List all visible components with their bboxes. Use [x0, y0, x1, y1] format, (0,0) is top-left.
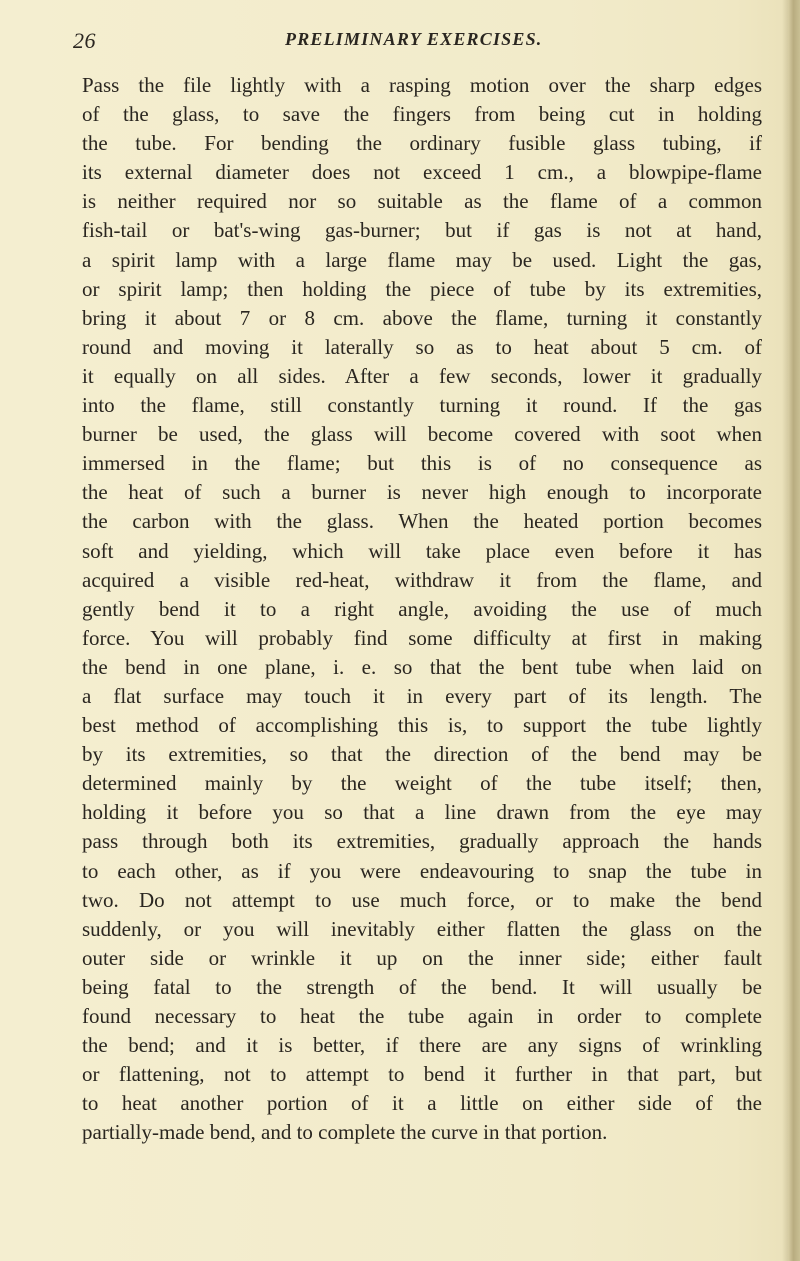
text-line: best method of accomplishing this is, to support the tube lightly: [82, 713, 762, 738]
page-number: 26: [73, 28, 96, 53]
text-line: the bend in one plane, i. e. so that the bent tube when laid on: [82, 654, 762, 679]
text-line: acquired a visible red-heat, withdraw it from the flame, and: [82, 567, 762, 592]
text-line: immersed in the flame; but this is of no consequence as: [82, 451, 762, 476]
text-line: two. Do not attempt to use much force, or to make the bend: [82, 887, 762, 912]
text-line: a flat surface may touch it in every part of its length. The: [82, 683, 762, 708]
text-line: the carbon with the glass. When the heated portion becomes: [82, 509, 762, 534]
text-line: being fatal to the strength of the bend. It will usually be: [82, 974, 762, 999]
text-line: suddenly, or you will inevitably either flatten the glass on the: [82, 916, 762, 941]
text-line: determined mainly by the weight of the tube itself; then,: [82, 771, 762, 796]
text-line: the tube. For bending the ordinary fusible glass tubing, if: [82, 131, 762, 156]
text-line: its external diameter does not exceed 1 cm., a blowpipe-flame: [82, 160, 762, 185]
text-line: to each other, as if you were endeavouring to snap the tube in: [82, 858, 762, 883]
text-line: found necessary to heat the tube again in order to complete: [82, 1004, 762, 1028]
text-line: of the glass, to save the fingers from being cut in holding: [82, 102, 762, 127]
text-line: outer side or wrinkle it up on the inner side; either fault: [82, 945, 762, 970]
text-line: is neither required nor so suitable as the flame of a common: [82, 189, 762, 214]
text-line: soft and yielding, which will take place even before it has: [82, 538, 762, 563]
page-header: [73, 28, 753, 58]
body-paragraph: [82, 71, 762, 1147]
text-line: pass through both its extremities, gradually approach the hands: [82, 829, 762, 854]
text-line: a spirit lamp with a large flame may be used. Light the gas,: [82, 247, 762, 272]
text-line: burner be used, the glass will become covered with soot when: [82, 422, 762, 447]
text-line: it equally on all sides. After a few seconds, lower it gradually: [82, 363, 762, 388]
running-head: PRELIMINARY EXERCISES.: [285, 29, 543, 49]
text-line: Pass the file lightly with a rasping motion over the sharp edges: [82, 73, 762, 97]
text-line: round and moving it laterally so as to heat about 5 cm. of: [82, 334, 762, 359]
text-line: or spirit lamp; then holding the piece of tube by its extremities,: [82, 276, 762, 301]
text-line: the heat of such a burner is never high enough to incorporate: [82, 480, 762, 505]
text-line: into the flame, still constantly turning it round. If the gas: [82, 393, 762, 418]
text-line: fish-tail or bat's-wing gas-burner; but if gas is not at hand,: [82, 218, 762, 243]
text-line: force. You will probably find some difficulty at first in making: [82, 625, 762, 650]
text-line: to heat another portion of it a little on either side of the: [82, 1091, 762, 1116]
text-line: bring it about 7 or 8 cm. above the flame, turning it constantly: [82, 305, 762, 330]
page-edge: [788, 0, 800, 1261]
text-line: the bend; and it is better, if there are any signs of wrinkling: [82, 1033, 762, 1058]
text-line: partially-made bend, and to complete the curve in that portion.: [82, 1120, 608, 1145]
text-line: or flattening, not to attempt to bend it further in that part, but: [82, 1062, 762, 1087]
text-line: holding it before you so that a line drawn from the eye may: [82, 800, 762, 825]
text-line: by its extremities, so that the direction of the bend may be: [82, 742, 762, 767]
text-line: gently bend it to a right angle, avoiding the use of much: [82, 596, 762, 621]
